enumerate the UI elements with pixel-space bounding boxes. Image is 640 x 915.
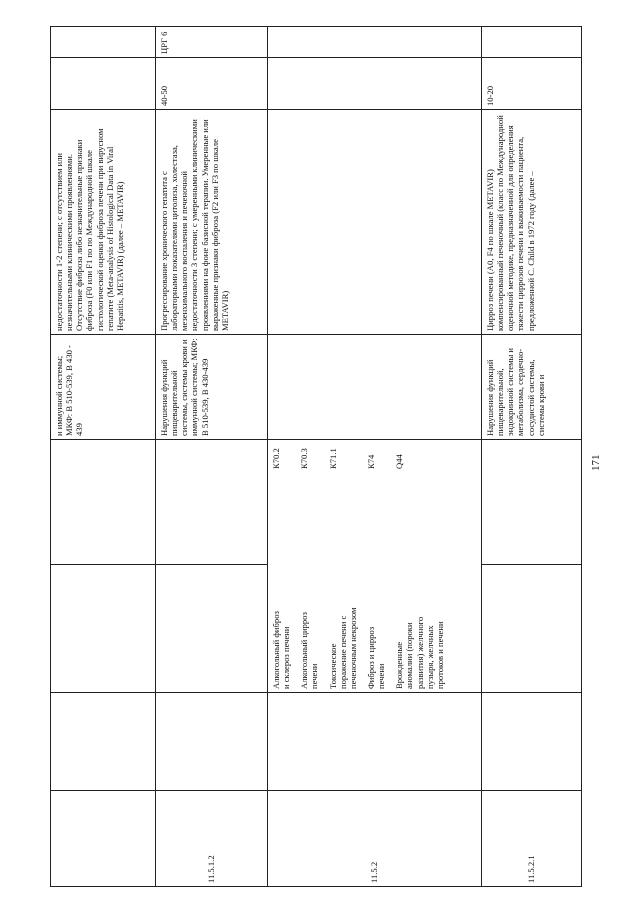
empty-cell <box>156 693 268 791</box>
percent-cell: 10-20 <box>482 58 582 110</box>
nosology-cell <box>156 565 268 693</box>
disability-criteria-table <box>50 26 582 887</box>
table-row <box>156 27 268 887</box>
table-row <box>51 27 156 887</box>
icd-code-cell <box>156 440 268 565</box>
icd-code: К71.1 <box>327 448 338 469</box>
list-item <box>299 443 319 689</box>
percent-cell: 40-50 <box>156 58 268 110</box>
row-code-cell: 11.5.1.2 <box>156 791 268 887</box>
icd-code-cell <box>482 440 582 565</box>
diagnosis-name: Фиброз и цирроз печени <box>365 626 387 689</box>
list-item <box>271 443 291 689</box>
row-code-cell <box>51 791 156 887</box>
table-row <box>268 27 482 887</box>
diagnoses-list-cell <box>268 440 482 693</box>
criteria-cell: Прогрессирование хронического гепатита с лабораторными показателями цитолиза, холестаза, мезенхимального воспаления и печеночной недостаточности 3 степени; с умеренными клиническими проявлениями на фоне базисной терапии. Умеренные или выраженные признаки фиброза (F2 или F3 по шкале METAVIR) <box>156 110 268 335</box>
criteria-cell: Цирроз печени (A0, F4 по шкале METAVIR) компенсированный печеночный (класс по Международной оценочной методике, предназначенной для определения тяжести циррозов печени и выживаемости пациента, предложенной С. Child в 1972 году (далее – <box>482 110 582 335</box>
percent-cell <box>51 58 156 110</box>
empty-cell <box>268 693 482 791</box>
note-cell <box>268 27 482 58</box>
nosology-cell <box>482 565 582 693</box>
diagnosis-name: Токсическое поражение печени с печеночным некрозом <box>327 607 358 689</box>
disorders-cell: Нарушения функций пищеварительной, эндокринной системы и метаболизма, сердечно-сосудистой системы, системы крови и <box>482 335 582 440</box>
disorders-cell: Нарушения функций пищеварительной системы, системы крови и иммунной системы; МКФ: В 510-539, В 430-439 <box>156 335 268 440</box>
list-item <box>328 443 358 689</box>
icd-code-cell <box>51 440 156 565</box>
note-cell <box>51 27 156 58</box>
icd-code: К70.3 <box>299 448 310 469</box>
row-code-cell: 11.5.2 <box>268 791 482 887</box>
disorders-cell: и иммунной системы; МКФ: В 510-539, В 430 - 439 <box>51 335 156 440</box>
diagnosis-name: Врожденные аномалии (пороки развития) желчного пузыря, желчных протоков и печени <box>394 616 445 689</box>
diagnosis-name: Алкогольный фиброз и склероз печени <box>271 611 292 689</box>
note-cell: ЦРГ 6 <box>156 27 268 58</box>
diagnosis-name: Алкогольный цирроз печени <box>299 612 320 689</box>
diagnosis-list <box>271 443 453 689</box>
disorders-cell <box>268 335 482 440</box>
criteria-cell <box>268 110 482 335</box>
icd-code: Q44 <box>394 454 405 469</box>
empty-cell <box>51 693 156 791</box>
icd-code: К74 <box>365 454 376 469</box>
icd-code: К70.2 <box>271 448 281 469</box>
table-row <box>482 27 582 887</box>
empty-cell <box>482 693 582 791</box>
page-number: 171 <box>590 454 602 471</box>
row-code-cell: 11.5.2.1 <box>482 791 582 887</box>
criteria-cell: недостаточности 1-2 степени; с отсутствием или незначительными клиническими проявлениями. Отсутствие фиброза либо незначительные признаки фиброза (F0 или F1 по по Международной шкале гистологической оценки фиброза печени при вирусном гепатите (Meta-analysis of Histological Data in Viral Hepatitis, METAVIR) (далее – METAVIR) <box>51 110 156 335</box>
percent-cell <box>268 58 482 110</box>
nosology-cell <box>51 565 156 693</box>
note-cell <box>482 27 582 58</box>
list-item <box>394 443 445 689</box>
list-item <box>366 443 386 689</box>
